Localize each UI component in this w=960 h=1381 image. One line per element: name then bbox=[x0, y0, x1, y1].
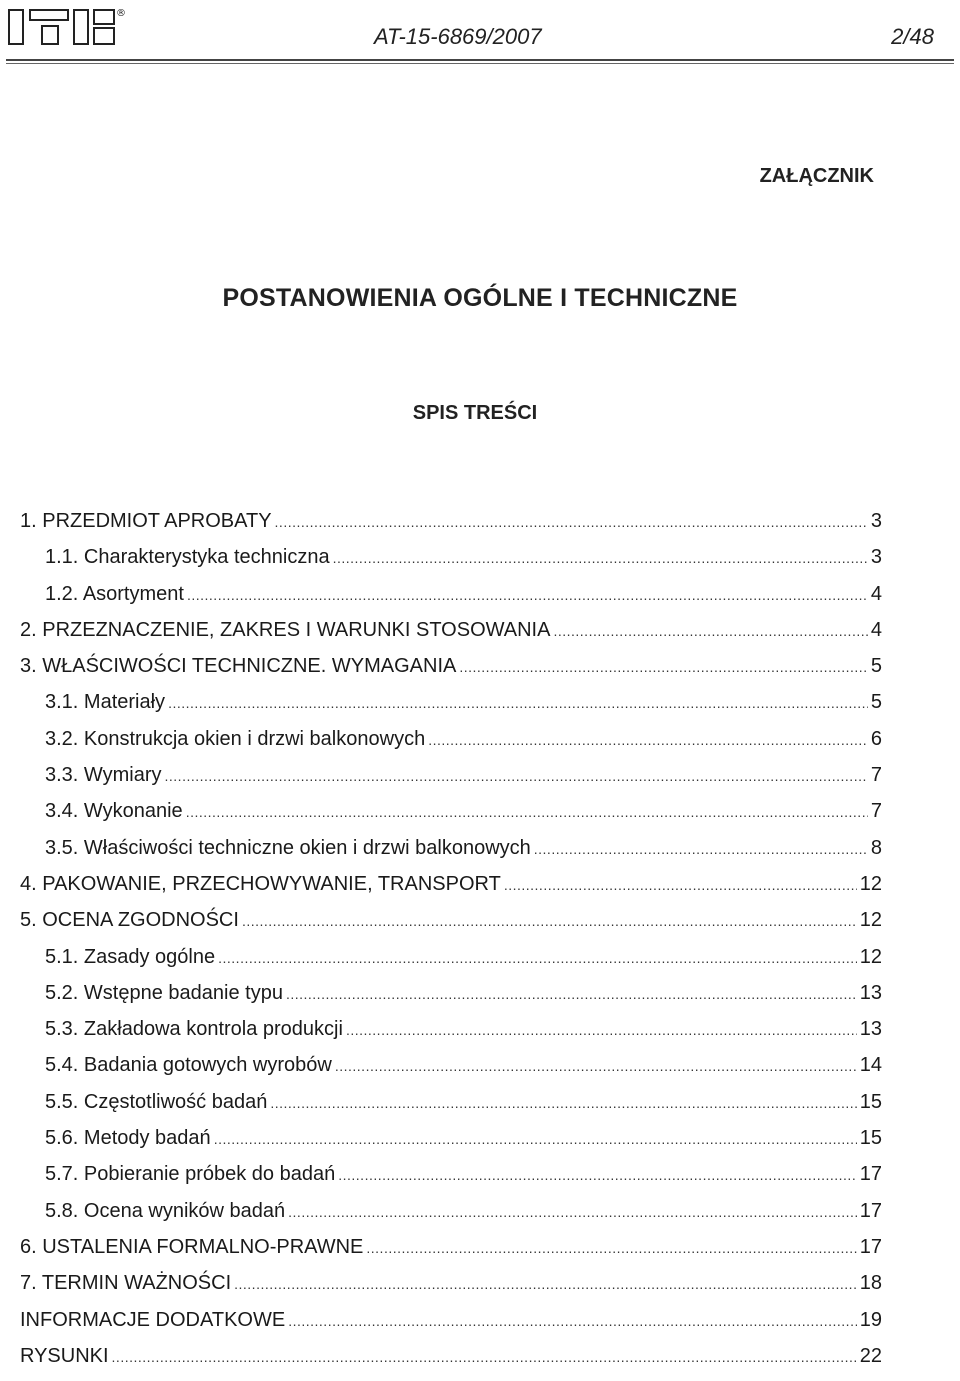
toc-entry-label: 3. WŁAŚCIWOŚCI TECHNICZNE. WYMAGANIA bbox=[20, 655, 457, 678]
toc-dot-leader bbox=[168, 695, 868, 711]
toc-entry[interactable] bbox=[20, 909, 882, 945]
toc-dot-leader bbox=[275, 514, 868, 530]
page-number: 2/48 bbox=[891, 24, 934, 49]
toc-dot-leader bbox=[335, 1058, 857, 1074]
toc-entry-label: 6. USTALENIA FORMALNO-PRAWNE bbox=[20, 1235, 364, 1258]
toc-entry[interactable] bbox=[20, 1345, 882, 1381]
toc-entry-page: 17 bbox=[859, 1163, 882, 1186]
header-divider bbox=[6, 59, 954, 61]
toc-dot-leader bbox=[346, 1022, 857, 1038]
toc-entry[interactable] bbox=[20, 619, 882, 655]
toc-entry-page: 14 bbox=[859, 1054, 882, 1077]
toc-entry-page: 17 bbox=[859, 1235, 882, 1258]
toc-entry[interactable] bbox=[20, 691, 882, 727]
toc-entry[interactable] bbox=[20, 800, 882, 836]
toc-entry-page: 6 bbox=[870, 727, 882, 750]
toc-dot-leader bbox=[288, 1313, 857, 1329]
toc-dot-leader bbox=[338, 1167, 857, 1183]
toc-entry-label: 5.1. Zasady ogólne bbox=[45, 945, 216, 968]
toc-dot-leader bbox=[242, 913, 857, 929]
toc-dot-leader bbox=[186, 804, 868, 820]
document-number: AT-15-6869/2007 bbox=[374, 24, 542, 49]
registered-mark: ® bbox=[116, 8, 126, 19]
toc-entry[interactable] bbox=[20, 1054, 882, 1090]
toc-entry-page: 3 bbox=[870, 546, 882, 569]
toc-dot-leader bbox=[366, 1240, 856, 1256]
toc-entry-label: 5.7. Pobieranie próbek do badań bbox=[45, 1163, 336, 1186]
toc-entry[interactable] bbox=[20, 764, 882, 800]
toc-entry[interactable] bbox=[20, 1091, 882, 1127]
toc-dot-leader bbox=[218, 950, 857, 966]
toc-entry[interactable] bbox=[20, 510, 882, 546]
toc-entry-page: 7 bbox=[870, 764, 882, 787]
toc-entry[interactable] bbox=[20, 1200, 882, 1236]
toc-dot-leader bbox=[459, 659, 868, 675]
toc-entry-page: 12 bbox=[859, 945, 882, 968]
toc-entry[interactable] bbox=[20, 1236, 882, 1272]
toc-dot-leader bbox=[553, 623, 867, 639]
toc-entry-page: 12 bbox=[859, 872, 882, 895]
toc-entry[interactable] bbox=[20, 1272, 882, 1308]
page-header bbox=[0, 0, 960, 70]
toc-entry-label: 3.5. Właściwości techniczne okien i drzwi balkonowych bbox=[45, 836, 531, 859]
toc-dot-leader bbox=[187, 587, 868, 603]
toc-entry-page: 15 bbox=[859, 1090, 882, 1113]
toc-entry-page: 13 bbox=[859, 1018, 882, 1041]
toc-entry[interactable] bbox=[20, 837, 882, 873]
toc-dot-leader bbox=[270, 1095, 856, 1111]
toc-entry[interactable] bbox=[20, 728, 882, 764]
toc-entry-label: 5.2. Wstępne badanie typu bbox=[45, 981, 283, 1004]
toc-entry-page: 5 bbox=[870, 691, 882, 714]
itb-logo-mark bbox=[6, 6, 126, 52]
annex-label: ZAŁĄCZNIK bbox=[759, 165, 874, 187]
toc-entry-label: 5.6. Metody badań bbox=[45, 1127, 211, 1150]
toc-entry-label: 3.1. Materiały bbox=[45, 691, 166, 714]
toc-entry[interactable] bbox=[20, 1018, 882, 1054]
toc-dot-leader bbox=[165, 768, 868, 784]
toc-dot-leader bbox=[112, 1349, 857, 1365]
toc-entry-label: 1. PRZEDMIOT APROBATY bbox=[20, 510, 272, 532]
main-title: POSTANOWIENIA OGÓLNE I TECHNICZNE bbox=[222, 284, 738, 312]
toc-entry-page: 13 bbox=[859, 981, 882, 1004]
toc-entry-label: 1.2. Asortyment bbox=[45, 582, 184, 605]
toc-entry-page: 19 bbox=[859, 1308, 882, 1331]
toc-entry-page: 7 bbox=[870, 800, 882, 823]
toc-entry-page: 17 bbox=[859, 1199, 882, 1222]
toc-dot-leader bbox=[214, 1131, 857, 1147]
toc-dot-leader bbox=[534, 841, 868, 857]
toc-entry-label: 4. PAKOWANIE, PRZECHOWYWANIE, TRANSPORT bbox=[20, 872, 501, 895]
toc-entry-label: 5.5. Częstotliwość badań bbox=[45, 1090, 268, 1113]
toc-entry[interactable] bbox=[20, 1309, 882, 1345]
toc-entry-page: 5 bbox=[870, 655, 882, 678]
toc-entry[interactable] bbox=[20, 1163, 882, 1199]
toc-entry-label: 3.3. Wymiary bbox=[45, 764, 162, 787]
toc-entry-page: 4 bbox=[870, 618, 882, 641]
toc-entry[interactable] bbox=[20, 982, 882, 1018]
toc-entry-page: 22 bbox=[859, 1344, 882, 1367]
table-of-contents bbox=[20, 510, 882, 1381]
toc-entry-label: 5.4. Badania gotowych wyrobów bbox=[45, 1054, 332, 1077]
toc-entry-page: 15 bbox=[859, 1127, 882, 1150]
toc-entry-label: 3.2. Konstrukcja okien i drzwi balkonowych bbox=[45, 727, 426, 750]
toc-entry[interactable] bbox=[20, 546, 882, 582]
toc-entry[interactable] bbox=[20, 655, 882, 691]
toc-dot-leader bbox=[286, 986, 857, 1002]
toc-entry-page: 18 bbox=[859, 1272, 882, 1295]
toc-entry-label: 5.3. Zakładowa kontrola produkcji bbox=[45, 1018, 343, 1041]
toc-dot-leader bbox=[333, 550, 868, 566]
toc-entry-label: RYSUNKI bbox=[20, 1344, 109, 1367]
toc-entry-label: 2. PRZEZNACZENIE, ZAKRES I WARUNKI STOSOWANIA bbox=[20, 618, 551, 641]
toc-entry-page: 8 bbox=[870, 836, 882, 859]
toc-entry[interactable] bbox=[20, 1127, 882, 1163]
toc-dot-leader bbox=[288, 1204, 857, 1220]
toc-entry[interactable] bbox=[20, 946, 882, 982]
toc-entry-page: 4 bbox=[870, 582, 882, 605]
toc-entry-label: 1.1. Charakterystyka techniczna bbox=[45, 546, 330, 569]
toc-dot-leader bbox=[234, 1276, 857, 1292]
header-divider-thin bbox=[6, 63, 954, 64]
toc-entry[interactable] bbox=[20, 873, 882, 909]
toc-entry-page: 3 bbox=[870, 510, 882, 532]
itb-logo bbox=[6, 6, 126, 52]
toc-entry-label: 7. TERMIN WAŻNOŚCI bbox=[20, 1272, 232, 1295]
toc-entry[interactable] bbox=[20, 583, 882, 619]
toc-dot-leader bbox=[504, 877, 857, 893]
toc-entry-page: 12 bbox=[859, 909, 882, 932]
toc-title: SPIS TREŚCI bbox=[412, 402, 538, 424]
toc-dot-leader bbox=[428, 732, 868, 748]
toc-entry-label: 3.4. Wykonanie bbox=[45, 800, 183, 823]
toc-entry-label: INFORMACJE DODATKOWE bbox=[20, 1308, 286, 1331]
toc-entry-label: 5. OCENA ZGODNOŚCI bbox=[20, 909, 239, 932]
toc-entry-label: 5.8. Ocena wyników badań bbox=[45, 1199, 286, 1222]
